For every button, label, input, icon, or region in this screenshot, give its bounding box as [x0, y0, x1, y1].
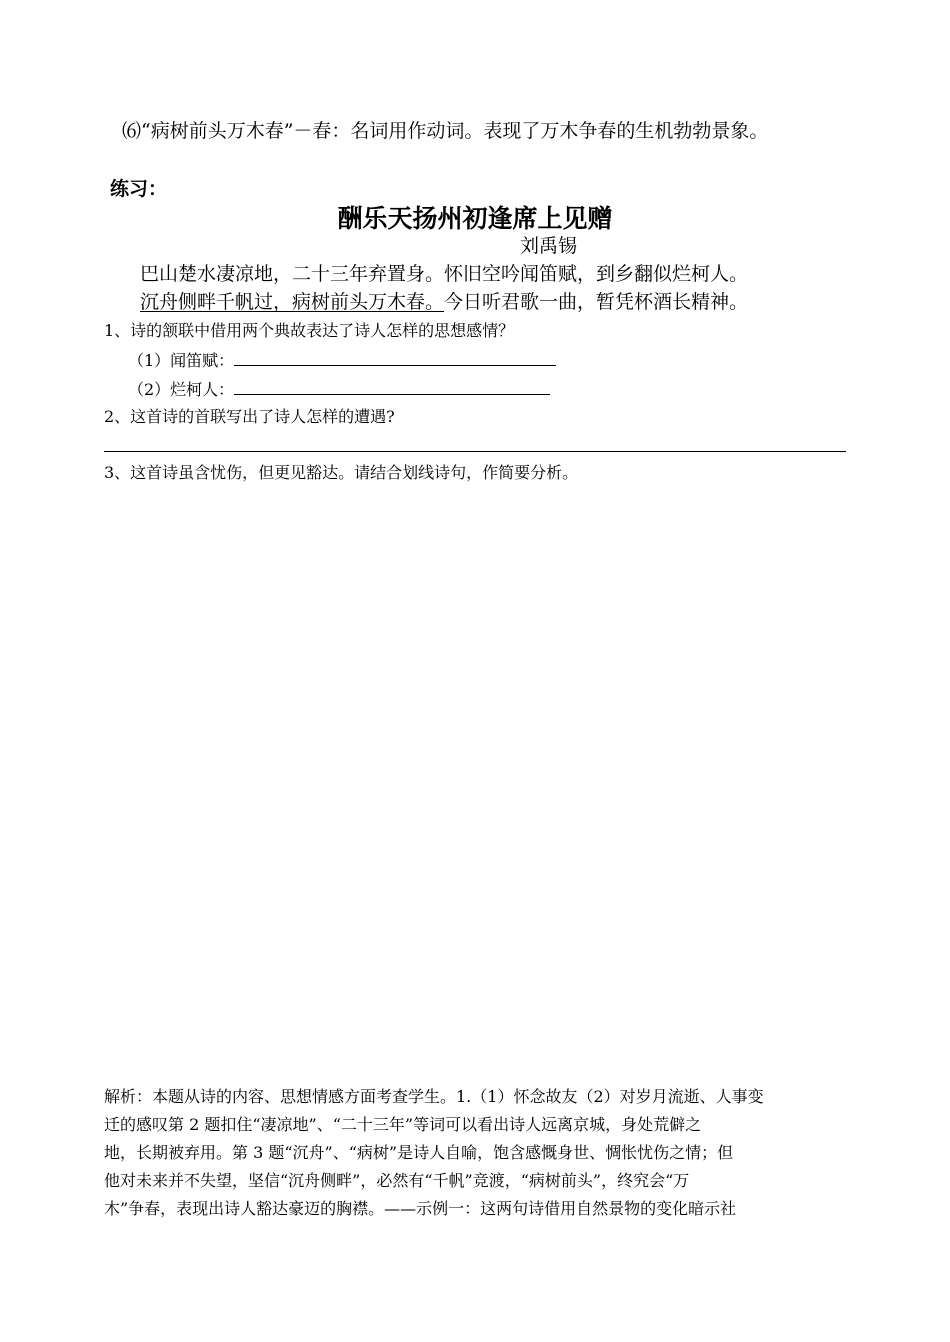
question-1-part-1 [128, 348, 556, 372]
question-2: 2、这首诗的首联写出了诗人怎样的遭遇? [104, 407, 395, 426]
analysis-line: 迁的感叹第 2 题扣住“凄凉地”、“二十三年”等词可以看出诗人远离京城，身处荒僻之 [104, 1115, 702, 1134]
analysis-line: 他对未来并不失望，坚信“沉舟侧畔”，必然有“千帆”竞渡，“病树前头”，终究会“万 [104, 1171, 690, 1190]
question-1-part-1-label: （1）闻笛赋： [128, 351, 235, 370]
answer-line-2[interactable] [104, 451, 846, 452]
question-1-part-2 [128, 377, 550, 401]
analysis-line: 解析：本题从诗的内容、思想情感方面考查学生。1.（1）怀念故友（2）对岁月流逝、人事变 [104, 1087, 764, 1106]
analysis-paragraph [104, 1083, 850, 1223]
question-1-part-2-label: （2）烂柯人： [128, 380, 235, 399]
note-item-6: ⑹“病树前头万木春”－春：名词用作动词。表现了万木争春的生机勃勃景象。 [122, 120, 769, 142]
analysis-line: 地，长期被弃用。第 3 题“沉舟”、“病树”是诗人自喻，饱含感慨身世、惆怅忧伤之情；但 [104, 1143, 734, 1162]
poem-title: 酬乐天扬州初逢席上见赠 [337, 204, 613, 233]
poem-line-1: 巴山楚水凄凉地，二十三年弃置身。怀旧空吟闻笛赋，到乡翻似烂柯人。 [140, 263, 749, 285]
question-1: 1、诗的颔联中借用两个典故表达了诗人怎样的思想感情？ [104, 321, 515, 340]
analysis-line: 木”争春，表现出诗人豁达豪迈的胸襟。——示例一：这两句诗借用自然景物的变化暗示社 [104, 1199, 737, 1218]
poem-author: 刘禹锡 [520, 235, 578, 257]
question-3: 3、这首诗虽含忧伤，但更见豁达。请结合划线诗句，作简要分析。 [104, 463, 579, 482]
poem-line-2 [140, 289, 748, 315]
exercise-heading: 练习： [110, 178, 168, 200]
answer-blank-1-2[interactable] [234, 377, 550, 395]
poem-underlined-verse: 沉舟侧畔千帆过，病树前头万木春。 [140, 291, 445, 313]
answer-blank-1-1[interactable] [234, 348, 556, 366]
poem-line-2-rest: 今日听君歌一曲，暂凭杯酒长精神。 [444, 291, 749, 313]
